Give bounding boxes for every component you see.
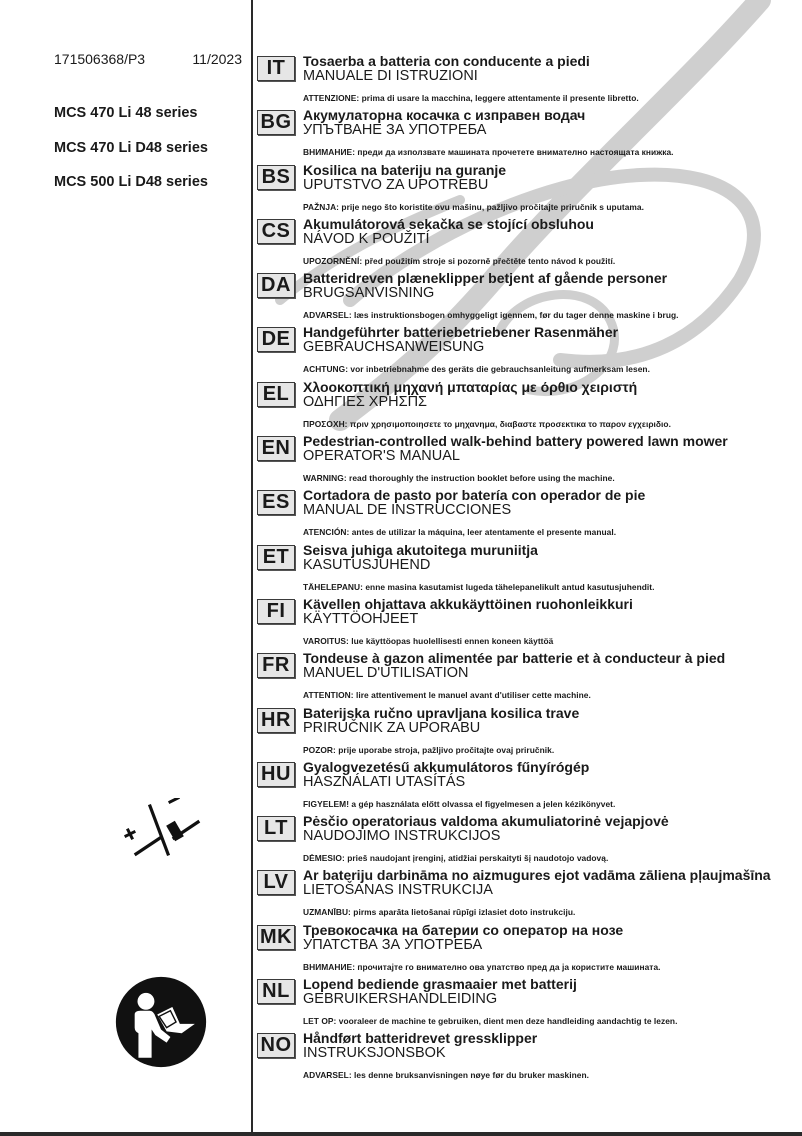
language-entry-de <box>257 325 802 379</box>
manual-title: MANUAL DE INSTRUCCIONES <box>303 502 512 519</box>
product-title: Cortadora de pasto por batería con operador de pie <box>303 487 646 504</box>
warning-text: ATTENTION: lire attentivement le manuel avant d'utiliser cette machine. <box>303 690 591 701</box>
model-name: MCS 470 Li 48 series <box>54 105 198 121</box>
product-title: Kävellen ohjattava akkukäyttöinen ruohonleikkuri <box>303 595 633 612</box>
manual-title: OPERATOR'S MANUAL <box>303 448 460 465</box>
warning-text: UPOZORNĚNÍ: před použitím stroje si pozorně přečtěte tento návod k použití. <box>303 255 616 266</box>
model-name: MCS 470 Li D48 series <box>54 139 208 156</box>
manual-title: MANUALE DI ISTRUZIONI <box>303 68 478 84</box>
language-code-badge: FI <box>257 599 295 624</box>
product-title: Χλοοκοπτική μηχανή μπαταρίας με όρθιο χειριστή <box>303 378 638 395</box>
language-code-badge: DE <box>257 327 295 352</box>
language-entry-hr <box>257 706 802 760</box>
language-code-badge: FR <box>257 653 295 678</box>
language-entry-lv <box>257 868 802 922</box>
language-code-badge: BS <box>257 165 295 190</box>
product-title: Seisva juhiga akutoitega muruniitja <box>303 541 538 558</box>
manual-title: MANUEL D'UTILISATION <box>303 665 469 682</box>
product-title: Handgeführter batteriebetriebener Rasenmäher <box>303 324 619 341</box>
manual-title: BRUGSANVISNING <box>303 285 435 302</box>
product-title: Kosilica na bateriju na guranje <box>303 161 507 178</box>
warning-text: DĖMESIO: prieš naudojant įrenginį, atidžiai perskaityti šį naudotojo vadovą. <box>303 853 609 864</box>
warning-text: ADVARSEL: les denne bruksanvisningen nøye før du bruker maskinen. <box>303 1070 590 1081</box>
product-title: Pedestrian-controlled walk-behind battery powered lawn mower <box>303 433 728 450</box>
manual-title: ΟΔΗΓΙΕΣ ΧΡΗΣΠΣ <box>303 393 428 410</box>
language-code-badge: NL <box>257 979 295 1004</box>
warning-text: ACHTUNG: vor inbetriebnahme des geräts die gebrauchsanleitung aufmerksam lesen. <box>303 364 650 375</box>
product-title: Gyalogvezetésű akkumulátoros fűnyírógép <box>303 758 590 775</box>
language-entry-bg <box>257 108 802 162</box>
product-title: Baterijska ručno upravljana kosilica trave <box>303 704 580 721</box>
language-entry-da <box>257 271 802 325</box>
language-entry-it <box>257 54 802 108</box>
bottom-rule <box>0 1132 802 1136</box>
language-entry-es <box>257 488 802 542</box>
battery-polarity-icon <box>112 798 202 858</box>
language-code-badge: ES <box>257 490 295 515</box>
product-title: Lopend bediende grasmaaier met batterij <box>303 976 577 993</box>
warning-text: ADVARSEL: læs instruktionsbogen omhyggeligt igennem, før du tager denne maskine i brug. <box>303 310 679 321</box>
warning-text: WARNING: read thoroughly the instruction booklet before using the machine. <box>303 473 615 484</box>
language-entry-lt <box>257 814 802 868</box>
language-entry-no <box>257 1031 802 1085</box>
warning-text: ВНИМАНИЕ: прочитајте го внимателно ова упатство пред да ја користите машината. <box>303 961 661 972</box>
warning-text: ATTENZIONE: prima di usare la macchina, leggere attentamente il presente libretto. <box>303 93 639 103</box>
manual-title: PRIRUČNIK ZA UPORABU <box>303 719 481 736</box>
product-title: Тревокосачка на батерии со оператор на нозе <box>303 921 624 938</box>
product-title: Håndført batteridrevet gressklipper <box>303 1030 538 1047</box>
language-entry-nl <box>257 977 802 1031</box>
product-title: Batteridreven plæneklipper betjent af gående personer <box>303 270 668 287</box>
manual-title: LIETOŠANAS INSTRUKCIJA <box>303 882 493 899</box>
language-entry-fi <box>257 597 802 651</box>
warning-text: LET OP: vooraleer de machine te gebruiken, dient men deze handleiding aandachtig te lezen. <box>303 1016 678 1027</box>
language-code-badge: HU <box>257 762 295 787</box>
language-code-badge: EL <box>257 382 295 407</box>
manual-title: UPUTSTVO ZA UPOTREBU <box>303 176 489 193</box>
language-entry-fr <box>257 651 802 705</box>
manual-title: KASUTUSJUHEND <box>303 556 431 573</box>
language-code-badge: HR <box>257 708 295 733</box>
model-name: MCS 500 Li D48 series <box>54 174 208 190</box>
language-code-badge: EN <box>257 436 295 461</box>
warning-text: UZMANĪBU: pirms aparāta lietošanai rūpīgi izlasiet doto instrukciju. <box>303 907 576 918</box>
language-code-badge: DA <box>257 273 295 298</box>
language-code-badge: MK <box>257 925 295 950</box>
product-title: Pėsčio operatoriaus valdoma akumuliatorinė vejapjovė <box>303 813 669 830</box>
language-code-badge: LV <box>257 870 295 895</box>
manual-title: NAUDOJIMO INSTRUKCIJOS <box>303 828 501 845</box>
product-title: Akumulátorová sekačka se stojící obsluhou <box>303 215 594 232</box>
document-date: 11/2023 <box>192 51 242 67</box>
language-entry-et <box>257 543 802 597</box>
manual-title: УПАТСТВА ЗА УПОТРЕБА <box>303 936 483 953</box>
language-code-badge: ET <box>257 545 295 570</box>
product-title: Ar bateriju darbināma no aizmugures ejot vadāma zāliena pļaujmašīna <box>303 867 771 884</box>
language-code-badge: LT <box>257 816 295 841</box>
manual-title: NÁVOD K POUŽITÍ <box>303 230 430 247</box>
manual-title: KÄYTTÖOHJEET <box>303 610 419 627</box>
language-code-badge: CS <box>257 219 295 244</box>
language-entry-cs <box>257 217 802 271</box>
read-manual-icon <box>114 975 208 1069</box>
language-code-badge: NO <box>257 1033 295 1058</box>
language-list <box>257 54 802 1086</box>
manual-title: HASZNÁLATI UTASÍTÁS <box>303 773 466 790</box>
manual-title: INSTRUKSJONSBOK <box>303 1045 446 1062</box>
model-list <box>54 104 208 208</box>
language-code-badge: IT <box>257 56 295 81</box>
manual-title: УПЪТВАНЕ ЗА УПОТРЕБА <box>303 122 487 139</box>
warning-text: FIGYELEM! a gép használata előtt olvassa el figyelmesen a jelen kézikönyvet. <box>303 798 616 809</box>
product-title: Акумулаторна косачка с изправен водач <box>303 107 586 124</box>
warning-text: ΠΡΟΣΟΧΗ: πριν χρησιμοποιησετε το μηχανημα, διαβαστε προσεκτικα το παρον εγχειριδιο. <box>303 418 671 429</box>
language-entry-hu <box>257 760 802 814</box>
column-divider <box>251 0 253 1134</box>
language-entry-bs <box>257 163 802 217</box>
warning-text: TÄHELEPANU: enne masina kasutamist lugeda tähelepanelikult antud kasutusjuhendit. <box>303 581 655 592</box>
warning-text: VAROITUS: lue käyttöopas huolellisesti ennen koneen käyttöä <box>303 635 554 646</box>
language-entry-el <box>257 380 802 434</box>
warning-text: ВНИМАНИЕ: преди да използвате машината прочетете внимателно настоящата книжка. <box>303 147 674 158</box>
manual-title: GEBRUIKERSHANDLEIDING <box>303 991 498 1008</box>
document-code: 171506368/P3 <box>54 51 146 67</box>
language-entry-en <box>257 434 802 488</box>
document-reference <box>54 51 242 67</box>
warning-text: PAŽNJA: prije nego što koristite ovu mašinu, pažljivo pročitajte priručnik s uputama. <box>303 201 645 212</box>
language-code-badge: BG <box>257 110 295 135</box>
language-entry-mk <box>257 923 802 977</box>
product-title: Tosaerba a batteria con conducente a piedi <box>303 53 590 69</box>
manual-title: GEBRAUCHSANWEISUNG <box>303 339 485 356</box>
warning-text: POZOR: prije uporabe stroja, pažljivo pročitajte ovaj priručnik. <box>303 744 555 755</box>
product-title: Tondeuse à gazon alimentée par batterie et à conducteur à pied <box>303 650 726 667</box>
warning-text: ATENCIÓN: antes de utilizar la máquina, leer atentamente el presente manual. <box>303 527 617 538</box>
